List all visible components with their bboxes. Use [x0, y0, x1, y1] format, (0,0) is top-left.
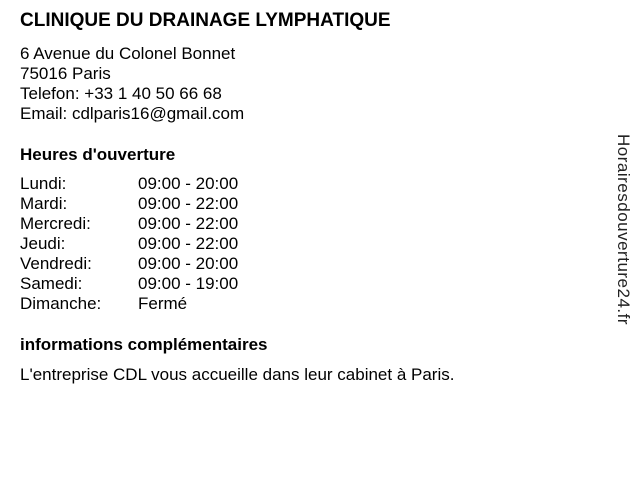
day-hours: 09:00 - 22:00 [138, 234, 239, 253]
hours-heading: Heures d'ouverture [20, 145, 176, 164]
hours-row-thursday [20, 234, 320, 254]
hours-row-friday [20, 254, 320, 274]
day-label: Lundi: [20, 174, 67, 193]
phone-number[interactable]: Telefon: +33 1 40 50 66 68 [20, 84, 222, 103]
opening-hours-table [20, 174, 320, 314]
day-label: Samedi: [20, 274, 83, 293]
day-label: Mardi: [20, 194, 68, 213]
hours-row-tuesday [20, 194, 320, 214]
day-label: Jeudi: [20, 234, 66, 253]
email-address[interactable]: Email: cdlparis16@gmail.com [20, 104, 245, 123]
address-block [20, 44, 244, 124]
info-heading: informations complémentaires [20, 335, 268, 354]
day-hours: 09:00 - 22:00 [138, 194, 239, 213]
site-watermark: Horairesdouverture24.fr [614, 134, 633, 326]
page-title: CLINIQUE DU DRAINAGE LYMPHATIQUE [20, 10, 391, 31]
address-city: 75016 Paris [20, 64, 111, 83]
day-hours: 09:00 - 20:00 [138, 174, 239, 193]
hours-row-wednesday [20, 214, 320, 234]
hours-row-monday [20, 174, 320, 194]
hours-row-sunday [20, 294, 320, 314]
hours-row-saturday [20, 274, 320, 294]
day-hours: 09:00 - 19:00 [138, 274, 239, 293]
day-label: Dimanche: [20, 294, 102, 313]
address-street: 6 Avenue du Colonel Bonnet [20, 44, 236, 63]
day-hours: 09:00 - 20:00 [138, 254, 239, 273]
day-hours: Fermé [138, 294, 188, 313]
day-label: Mercredi: [20, 214, 91, 233]
day-hours: 09:00 - 22:00 [138, 214, 239, 233]
info-text: L'entreprise CDL vous accueille dans leur cabinet à Paris. [20, 365, 455, 384]
day-label: Vendredi: [20, 254, 92, 273]
